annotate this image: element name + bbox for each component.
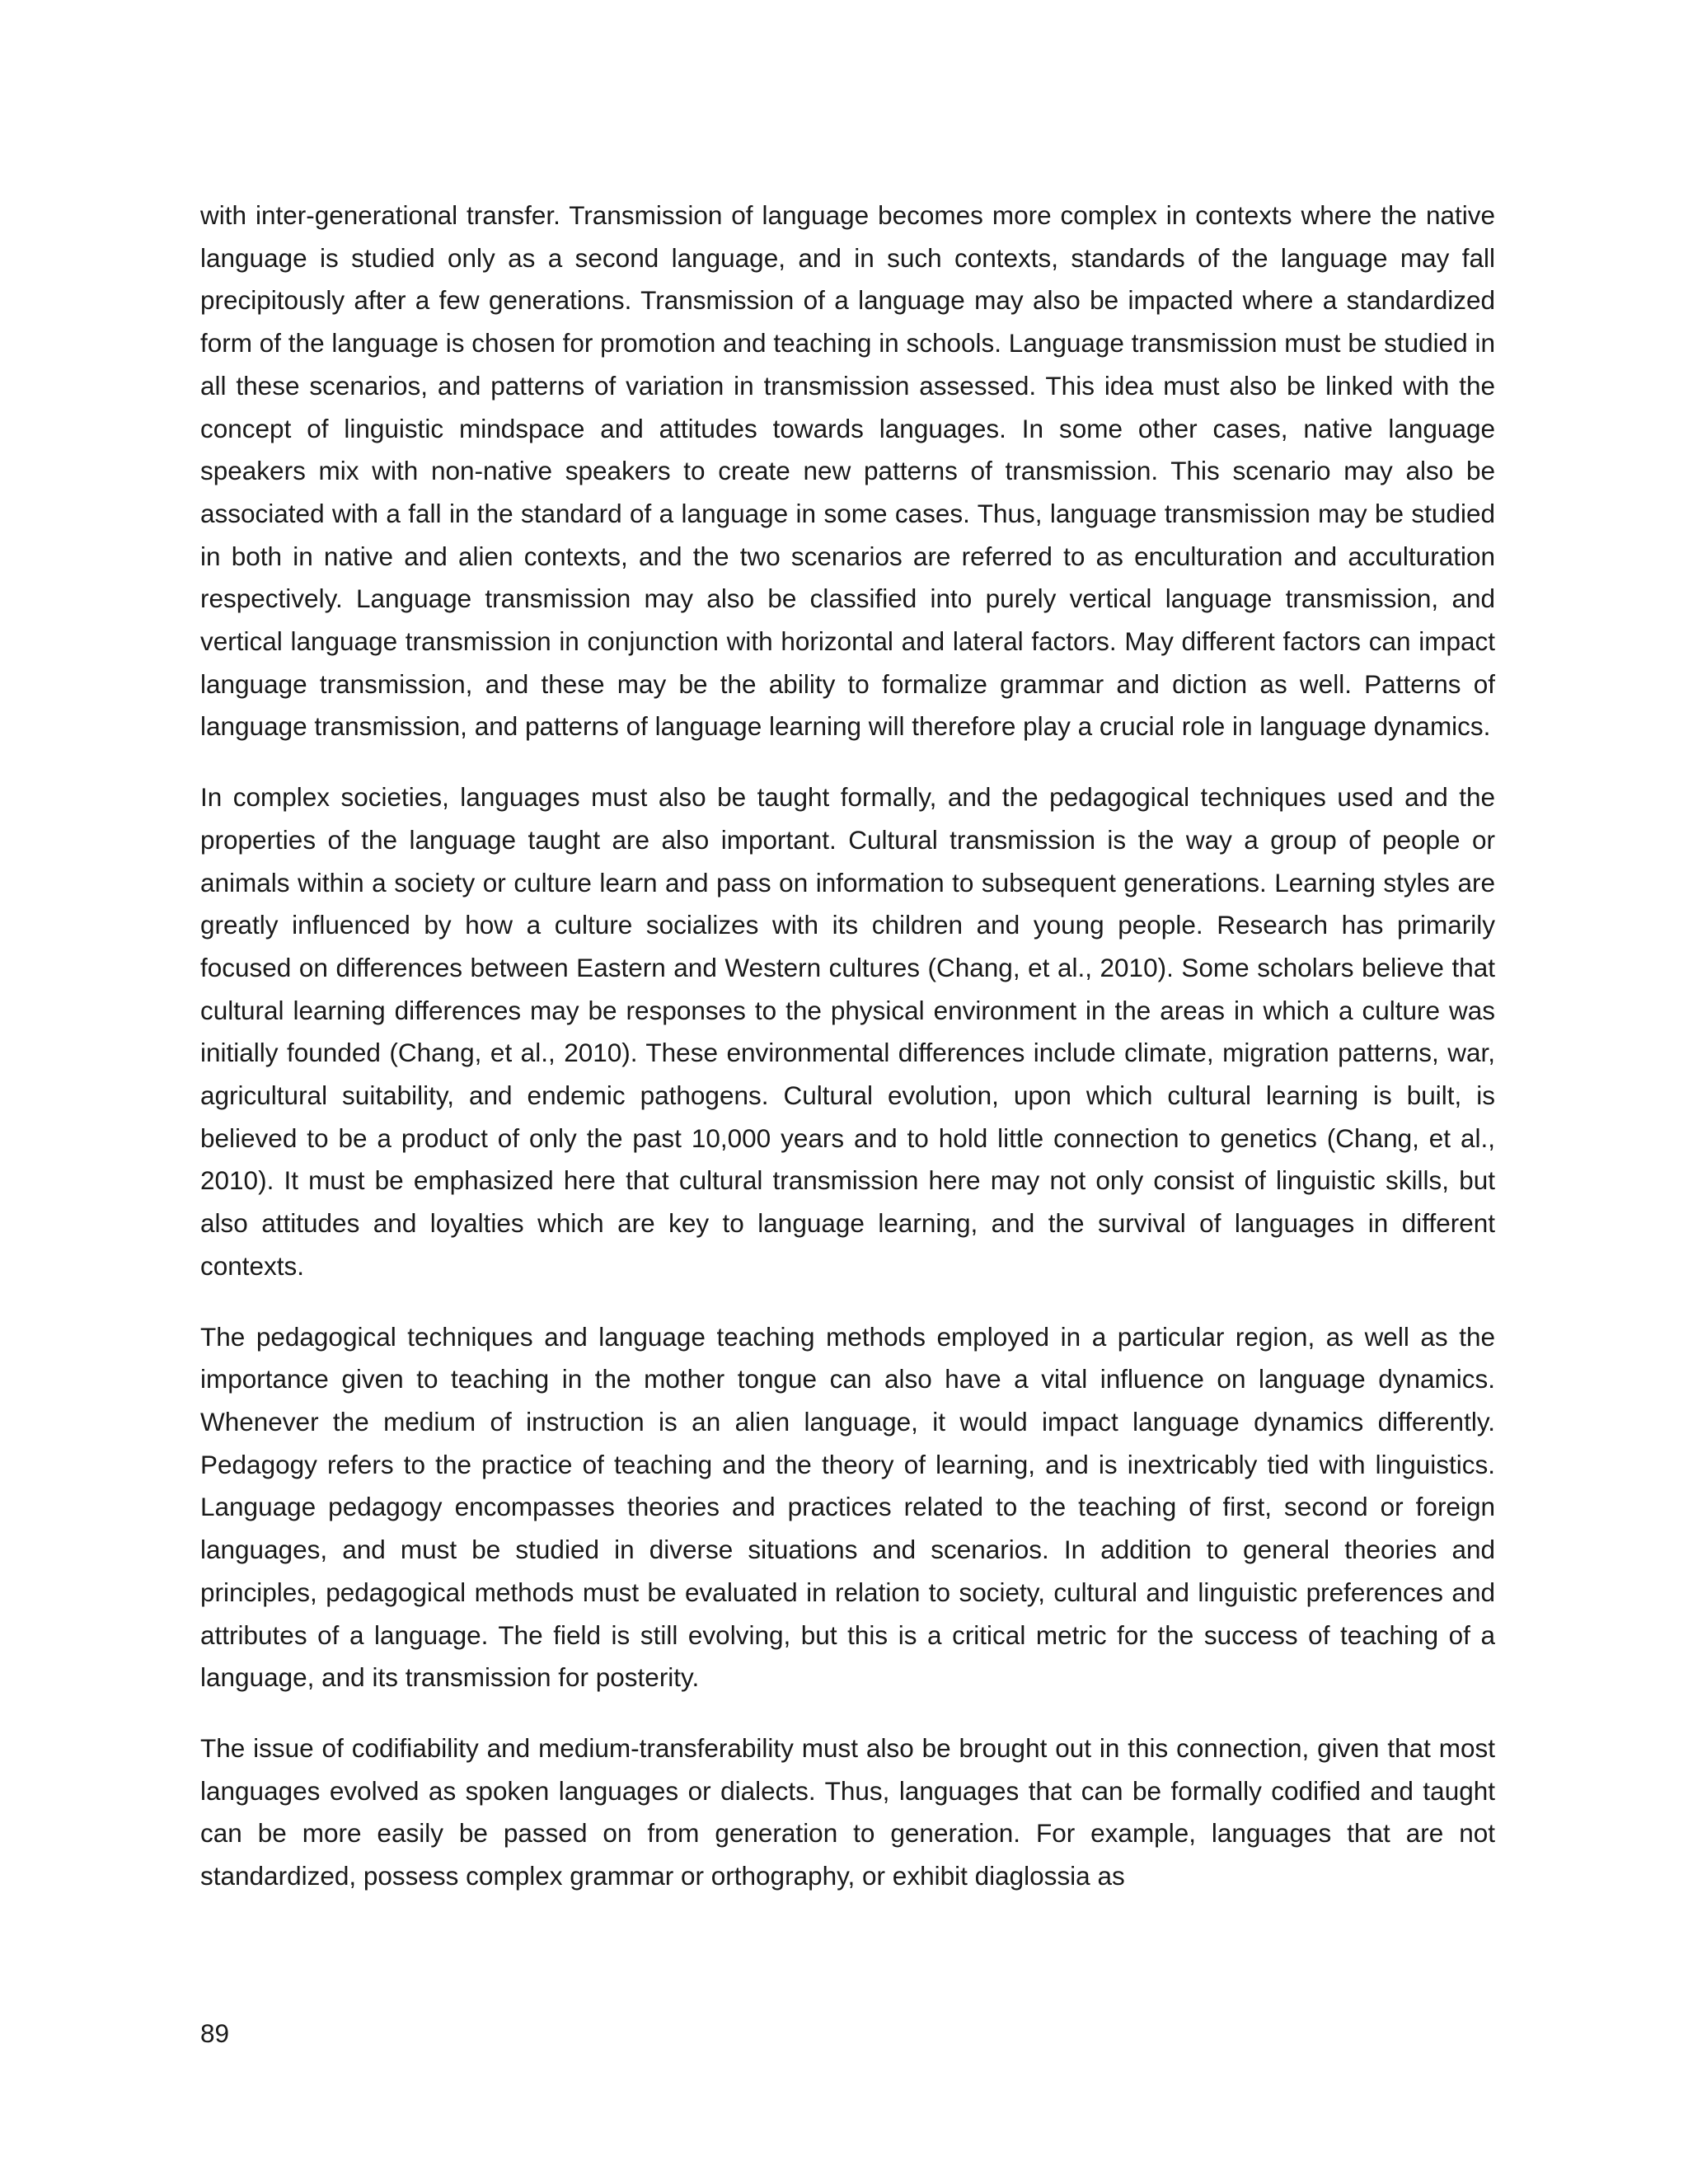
paragraph-3: The pedagogical techniques and language teaching methods employed in a particular region, as well as the importance given to teaching in the mother tongue can also have a vital influence on language dynamics. Whenever the medium of instruction is an alien language, it would impact language dynamics differently. Pedagogy refers to the practice of teaching and the theory of learning, and is inextricably tied with linguistics. Language pedagogy encompasses theories and practices related to the teaching of first, second or foreign languages, and must be studied in diverse situations and scenarios. In addition to general theories and principles, pedagogical methods must be evaluated in relation to society, cultural and linguistic preferences and attributes of a language. The field is still evolving, but this is a critical metric for the success of teaching of a language, and its transmission for posterity. <box>200 1321 1495 1693</box>
paragraph-2: In complex societies, languages must also be taught formally, and the pedagogical techniques used and the properties of the language taught are also important. Cultural transmission is the way a group of people or animals within a society or culture learn and pass on information to subsequent generations. Learning styles are greatly influenced by how a culture socializes with its children and young people. Research has primarily focused on differences between Eastern and Western cultures (Chang, et al., 2010). Some scholars believe that cultural learning differences may be responses to the physical environment in the areas in which a culture was initially founded (Chang, et al., 2010). These environmental differences include climate, migration patterns, war, agricultural suitability, and endemic pathogens. Cultural evolution, upon which cultural learning is built, is believed to be a product of only the past 10,000 years and to hold little connection to genetics (Chang, et al., 2010). It must be emphasized here that cultural transmission here may not only consist of linguistic skills, but also attitudes and loyalties which are key to language learning, and the survival of languages in different contexts. <box>200 782 1495 1281</box>
page-number: 89 <box>200 2018 230 2048</box>
paragraph-4: The issue of codifiability and medium-transferability must also be brought out in this connection, given that most languages evolved as spoken languages or dialects. Thus, languages that can be formally codified and taught can be more easily be passed on from generation to generation. For example, languages that are not standardized, possess complex grammar or orthography, or exhibit diaglossia as <box>200 1732 1495 1891</box>
body-text <box>200 194 1495 1926</box>
paragraph-1: with inter-generational transfer. Transmission of language becomes more complex in contexts where the native language is studied only as a second language, and in such contexts, standards of the language may fall precipitously after a few generations. Transmission of a language may also be impacted where a standardized form of the language is chosen for promotion and teaching in schools. Language transmission must be studied in all these scenarios, and patterns of variation in transmission assessed. This idea must also be linked with the concept of linguistic mindspace and attitudes towards languages. In some other cases, native language speakers mix with non-native speakers to create new patterns of transmission. This scenario may also be associated with a fall in the standard of a language in some cases. Thus, language transmission may be studied in both in native and alien contexts, and the two scenarios are referred to as enculturation and acculturation respectively. Language transmission may also be classified into purely vertical language transmission, and vertical language transmission in conjunction with horizontal and lateral factors. May different factors can impact language transmission, and these may be the ability to formalize grammar and diction as well. Patterns of language transmission, and patterns of language learning will therefore play a crucial role in language dynamics. <box>200 200 1495 742</box>
